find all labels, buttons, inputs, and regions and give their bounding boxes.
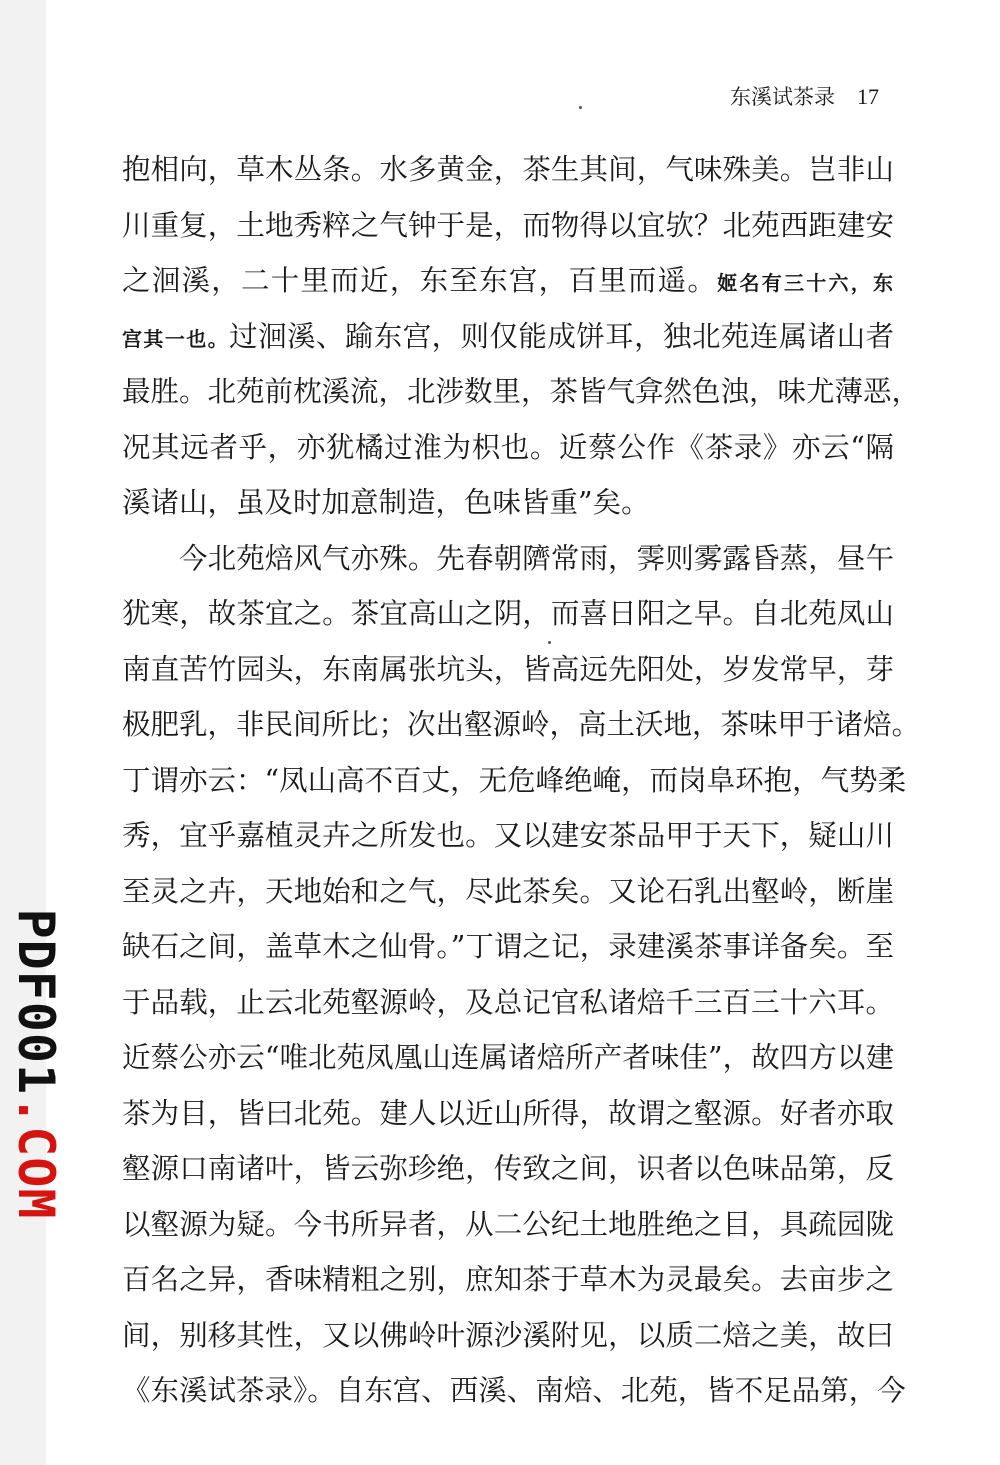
text-line — [122, 1141, 894, 1197]
text-line — [122, 586, 894, 642]
line-text: 茶为目，皆曰北苑。建人以近山所得，故谓之壑源。好者亦取 — [122, 1096, 894, 1130]
line-text: 至灵之卉，天地始和之气，尽此茶矣。又论石乳出壑岭，断崖 — [122, 874, 894, 908]
text-line — [122, 975, 894, 1031]
text-line — [122, 697, 921, 753]
line-text: 最胜。北苑前枕溪流，北涉数里，茶皆气弇然色浊，味尤薄恶， — [122, 375, 921, 408]
page-number: 17 — [857, 84, 879, 109]
line-text: 川重复，土地秀粹之气钟于是，而物得以宜欤？北苑西距建安 — [122, 208, 894, 242]
text-line — [122, 142, 894, 198]
line-text: 近蔡公亦云“唯北苑凤凰山连属诸焙所产者味佳”，故四方以建 — [122, 1041, 894, 1074]
site-watermark — [7, 908, 65, 1220]
page-left-edge — [0, 0, 46, 1465]
line-text: 抱相向，草木丛条。水多黄金，茶生其间，气味殊美。岂非山 — [122, 153, 894, 186]
line-text: 以壑源为疑。今书所异者，从二公纪土地胜绝之目，具疏园陇 — [122, 1207, 894, 1241]
text-line — [122, 1086, 894, 1142]
annotation-note: 姬名有三十六，东 — [717, 271, 894, 295]
line-text: 间，别移其性，又以佛岭叶源沙溪附见，以质二焙之美，故曰 — [122, 1318, 894, 1352]
watermark-dark: PDF001 — [7, 908, 65, 1096]
line-text: 极肥乳，非民间所比；次出壑源岭，高土沃地，茶味甲于诸焙。 — [122, 708, 921, 741]
text-line — [122, 753, 907, 809]
text-line — [122, 253, 894, 309]
text-line — [122, 420, 894, 476]
line-text: 溪诸山，虽及时加意制造，色味皆重”矣。 — [122, 486, 650, 519]
line-text: 丁谓亦云：“凤山高不百丈，无危峰绝崦，而岗阜环抱，气势柔 — [122, 763, 907, 797]
text-line — [122, 1252, 894, 1308]
watermark-red: .COM — [7, 1095, 65, 1220]
line-text: 缺石之间，盖草木之仙骨。”丁谓之记，录建溪茶事详备矣。至 — [122, 930, 894, 963]
line-text: 于品载，止云北苑壑源岭，及总记官私诸焙千三百三十六耳。 — [122, 985, 894, 1019]
line-text: 过洄溪、踰东宫，则仅能成饼耳，独北苑连属诸山者 — [229, 319, 895, 353]
text-line — [122, 1308, 894, 1364]
text-line — [122, 475, 894, 531]
line-text: 秀，宜乎嘉植灵卉之所发也。又以建安茶品甲于天下，疑山川 — [122, 819, 894, 852]
text-line — [122, 364, 921, 420]
line-text: 南直苦竹园头，东南属张坑头，皆高远先阳处，岁发常早，芽 — [122, 652, 894, 686]
book-title: 东溪试茶录 — [730, 85, 835, 109]
text-line — [122, 1363, 906, 1419]
text-line — [122, 919, 894, 975]
text-line — [122, 1197, 894, 1253]
line-text: 壑源口南诸叶，皆云弥珍绝，传致之间，识者以色味品第，反 — [122, 1152, 894, 1185]
speck-dot — [579, 106, 582, 109]
line-text: 之洄溪，二十里而近，东至东宫，百里而遥。 — [122, 264, 718, 297]
paragraph-start-line — [122, 531, 894, 587]
line-text: 《东溪试茶录》。自东宫、西溪、南焙、北苑，皆不足品第，今 — [122, 1374, 906, 1407]
text-line — [122, 808, 894, 864]
running-header — [730, 82, 900, 112]
line-text: 况其远者乎，亦犹橘过淮为枳也。近蔡公作《茶录》亦云“隔 — [122, 430, 894, 464]
annotation-note: 宫其一也。 — [122, 326, 230, 351]
line-text: 百名之异，香味精粗之别，庶知茶于草木为灵最矣。去亩步之 — [122, 1263, 894, 1296]
line-text: 犹寒，故茶宜之。茶宜高山之阴，而喜日阳之早。自北苑凤山 — [122, 597, 894, 630]
body-text — [122, 142, 921, 1419]
text-line — [122, 1030, 894, 1086]
text-line — [122, 642, 894, 698]
text-line — [122, 198, 894, 254]
text-line — [122, 309, 894, 365]
line-text: 今北苑焙风气亦殊。先春朝隮常雨，霁则雾露昏蒸，昼午 — [179, 541, 894, 575]
text-line — [122, 864, 894, 920]
